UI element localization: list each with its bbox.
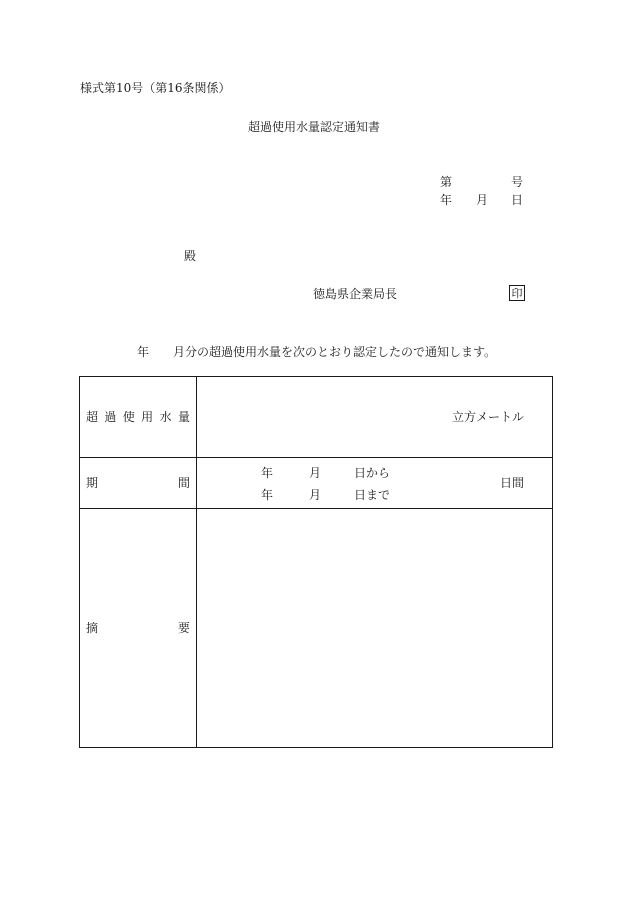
volume-label-char: 超 — [86, 410, 99, 424]
volume-label-char: 過 — [104, 410, 117, 424]
period-from-day: 日から — [354, 466, 391, 480]
date-day-label: 日 — [511, 193, 524, 207]
volume-label-char: 量 — [177, 410, 190, 424]
table-row-period — [80, 458, 553, 509]
addressee-honorific: 殿 — [184, 249, 197, 263]
remarks-value-cell[interactable] — [197, 509, 553, 748]
certification-table — [79, 376, 553, 748]
intro-year-label: 年 — [137, 345, 150, 359]
period-to-day: 日まで — [354, 488, 391, 502]
period-days-unit: 日間 — [499, 476, 524, 490]
remarks-label-cell — [80, 509, 197, 748]
date-year-label: 年 — [440, 193, 453, 207]
seal-mark: 印 — [509, 285, 525, 301]
document-number-prefix: 第 — [440, 175, 453, 189]
remarks-label — [86, 622, 190, 634]
period-label-char: 期 — [86, 476, 99, 490]
volume-label-char: 用 — [141, 410, 154, 424]
period-label-cell — [80, 458, 197, 509]
remarks-label-char: 要 — [177, 621, 190, 635]
period-to-year: 年 — [261, 488, 274, 502]
remarks-label-char: 摘 — [86, 621, 99, 635]
intro-sentence: 月分の超過使用水量を次のとおり認定したので通知します。 — [173, 345, 497, 359]
volume-label-cell — [80, 377, 197, 458]
volume-unit: 立方メートル — [451, 410, 524, 424]
period-value-cell[interactable] — [197, 458, 553, 509]
issuer-name: 徳島県企業局長 — [313, 287, 398, 301]
volume-label-char: 水 — [159, 410, 172, 424]
volume-value-cell[interactable] — [197, 377, 553, 458]
period-from-month: 月 — [309, 466, 322, 480]
period-from-year: 年 — [261, 466, 274, 480]
document-title: 超過使用水量認定通知書 — [248, 120, 381, 134]
table-row-volume — [80, 377, 553, 458]
period-to-month: 月 — [309, 488, 322, 502]
period-label — [86, 477, 190, 489]
table-row-remarks — [80, 509, 553, 748]
volume-label — [86, 411, 190, 423]
date-month-label: 月 — [476, 193, 489, 207]
period-label-char: 間 — [177, 476, 190, 490]
volume-label-char: 使 — [122, 410, 135, 424]
form-number: 様式第10号（第16条関係） — [80, 81, 231, 95]
document-number-suffix: 号 — [511, 175, 524, 189]
